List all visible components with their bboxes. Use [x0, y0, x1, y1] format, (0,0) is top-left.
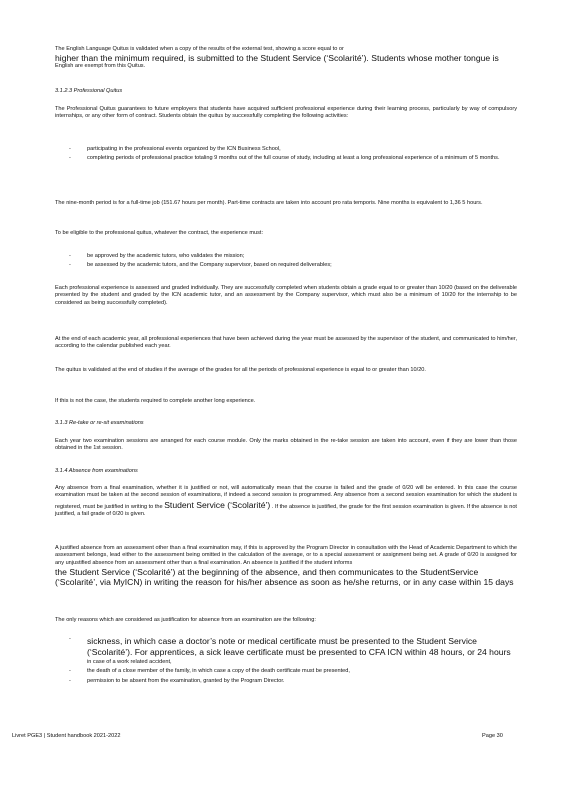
- english-quitus-line3: English are exempt from this Quitus.: [55, 63, 146, 70]
- eligibility-list: [65, 253, 520, 272]
- list-item: - the death of a close member of the family, in which case a copy of the death certificate must be presented,: [65, 668, 520, 675]
- paragraph-end-of-year: At the end of each academic year, all professional experiences that have been achieved during the year must be assessed by the supervisor of the student, and communicated to him/her, according to the calendar published each year.: [55, 336, 517, 350]
- footer-left: Livret PGE3 | Student handbook 2021-2022: [12, 733, 121, 739]
- paragraph-not-the-case: If this is not the case, the students required to complete another long experience.: [55, 398, 256, 404]
- sickness-text: sickness, in which case a doctor’s note or medical certificate must be presented to the Student Service (‘Scolarité’). For apprentices, a sick leave certificate must be presented to CFA ICN within 48 hours, or 24 hours: [87, 636, 511, 658]
- paragraph-professional-quitus: The Professional Quitus guarantees to future employers that students have acquired sufficient professional experience during their learning process, particularly by way of compulsory internships, or any other form of contract. Students obtain the quitus by successfully completing the following activities:: [55, 106, 517, 120]
- english-quitus-line1: The English Language Quitus is validated when a copy of the results of the external test, showing a score equal to or: [55, 46, 344, 52]
- justified-absence-text: A justified absence from an assessment other than a final examination may, if this is approved by the Program Director in consultation with the Head of Academic Department to which the assessment belongs, lead either to the assessment being omitted in the calculation of the average, or to a special assessment or assignment being set. A grade of 0/20 is assigned for any unjustified absence from an assessment other than a final examination. An absence is justified if the student informs: [55, 545, 517, 566]
- heading-retake: 3.1.3 Re-take or re-sit examinations: [55, 420, 144, 426]
- list-item: - completing periods of professional practice totaling 9 months out of the full course of study, including at least a long professional experience of a minimum of 5 months.: [65, 155, 520, 162]
- paragraph-nine-month: The nine-month period is for a full-time job (151.67 hours per month). Part-time contracts are taken into account pro rata temporis. Nine months is equivalent to 1,36 5 hours.: [55, 200, 483, 206]
- paragraph-justified-absence: [55, 545, 517, 587]
- list-item: - permission to be absent from the examination, granted by the Program Director.: [65, 678, 520, 685]
- paragraph-assessment: Each professional experience is assessed and graded individually. They are successfully completed when students obtain a grade equal to or greater than 10/20 (based on the deliverable presented by the student and graded by the ICN academic tutor, and an assessment by the Company supervisor, which must also be a minimum of 10/20 for the internship to be considered as being successfully completed).: [55, 285, 517, 306]
- sickness-text-continued: in case of a work related accident,: [87, 658, 172, 665]
- paragraph-retake: Each year two examination sessions are arranged for each course module. Only the marks obtained in the re-take session are taken into account, even if they are lower than those obtained in the 1st session.: [55, 438, 517, 452]
- paragraph-only-reasons: The only reasons which are considered as justification for absence from an examination are the following:: [55, 617, 316, 623]
- english-quitus-line2: higher than the minimum required, is submitted to the Student Service (‘Scolarité’). Students whose mother tongue is: [55, 53, 499, 64]
- paragraph-quitus-validation: The quitus is validated at the end of studies if the average of the grades for all the periods of professional experience is equal to or greater than 10/20.: [55, 367, 426, 373]
- justified-absence-line-big2: (‘Scolarité’, via MyICN) in writing the reason for his/her absence as soon as he/she returns, or in any case within 15 days: [55, 577, 514, 588]
- paragraph-english-quitus: [55, 46, 517, 71]
- list-item: - participating in the professional events organized by the ICN Business School,: [65, 146, 520, 153]
- list-item: - be approved by the academic tutors, who validates the mission;: [65, 253, 520, 260]
- activities-list: [65, 146, 520, 165]
- student-service-link-text: Student Service (‘Scolarité’): [164, 499, 271, 510]
- justified-absence-line-big1: the Student Service (‘Scolarité’) at the beginning of the absence, and then communicates to the StudentService: [55, 567, 479, 578]
- paragraph-eligibility: To be eligible to the professional quitus, whatever the contract, the experience must:: [55, 230, 264, 236]
- paragraph-absence-final: [55, 485, 517, 519]
- footer-page-number: Page 30: [482, 733, 503, 739]
- absence-final-text: Any absence from a final examination, whether it is justified or not, will automatically mean that the course is failed and the grade of 0/20 will be entered. In this case the course examination must be taken at the second session of examinations, if indeed a second session is programmed. Any absence from a second session examination for which the student is registered, must be justified in writing to the: [55, 485, 517, 510]
- heading-professional-quitus: 3.1.2.3 Professional Quitus: [55, 88, 123, 94]
- absence-final-text-2: . If the absence is justified, the grade for the first session examination is given. If the absence is not justified, a fail grade of 0/20 is given.: [55, 503, 517, 518]
- reasons-list: [65, 636, 520, 687]
- heading-absence: 3.1.4 Absence from examinations: [55, 468, 138, 474]
- list-item: [65, 636, 520, 666]
- list-item: - be assessed by the academic tutors, and the Company supervisor, based on required deliverables;: [65, 262, 520, 269]
